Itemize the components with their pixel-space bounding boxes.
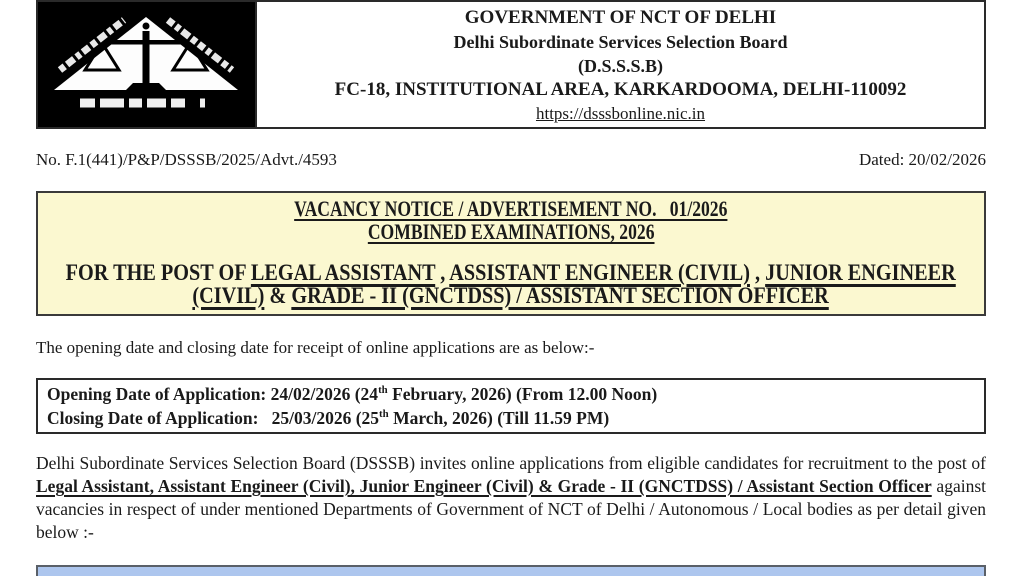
notice-title-line1-wrap (46, 197, 976, 220)
body-paragraph: Delhi Subordinate Services Selection Board (DSSSB) invites online applications from eligible candidates for recruitment to the post of Legal Assistant, Assistant Engineer (Civil), Junior Engineer (Civil) & Grade - II (GNCTDSS) / Assistant Section Officer against vacancies in respect of under mentioned Departments of Government of NCT of Delhi / Autonomous / Local bodies as per detail given below :- (36, 453, 987, 542)
vacancy-table-header-edge (36, 565, 986, 576)
letterhead (36, 0, 986, 129)
post-line1: FOR THE POST OF LEGAL ASSISTANT , ASSISTANT ENGINEER (CIVIL) , JUNIOR ENGINEER (65, 260, 957, 285)
reference-row (36, 149, 986, 170)
board-abbreviation: (D.S.S.S.B) (577, 56, 664, 76)
board-address: FC-18, INSTITUTIONAL AREA, KARKARDOOMA, DELHI-110092 (334, 79, 907, 100)
notice-title-line2: COMBINED EXAMINATIONS, 2026 (367, 219, 655, 244)
letterhead-text (257, 2, 984, 127)
board-name: Delhi Subordinate Services Selection Board (453, 32, 788, 52)
reference-number: No. F.1(441)/P&P/DSSSB/2025/Advt./4593 (36, 150, 337, 169)
vacancy-notice-box (36, 191, 986, 316)
dates-intro: The opening date and closing date for receipt of online applications are as below:- (36, 338, 595, 357)
post-line1-wrap (46, 261, 976, 284)
application-dates-box (36, 378, 986, 434)
notice-title-line1: VACANCY NOTICE / ADVERTISEMENT NO. 01/2026 (294, 196, 728, 221)
logo-cell (38, 2, 257, 127)
notice-gap (46, 243, 976, 261)
dsssb-emblem-icon (38, 2, 255, 127)
post-line2-wrap (46, 284, 976, 307)
notice-title-line2-wrap (46, 220, 976, 243)
closing-date-line: Closing Date of Application: 25/03/2026 (25th March, 2026) (Till 11.59 PM) (47, 408, 610, 428)
dated-label: Dated: 20/02/2026 (858, 150, 986, 169)
org-title: GOVERNMENT OF NCT OF DELHI (464, 7, 777, 28)
opening-date-line: Opening Date of Application: 24/02/2026 (24th February, 2026) (From 12.00 Noon) (47, 384, 658, 404)
document-content (36, 0, 986, 576)
website-link[interactable]: https://dsssbonline.nic.in (535, 104, 706, 123)
website-line (257, 102, 984, 126)
post-line2: (CIVIL) & GRADE - II (GNCTDSS) / ASSISTANT SECTION OFFICER (192, 283, 830, 308)
